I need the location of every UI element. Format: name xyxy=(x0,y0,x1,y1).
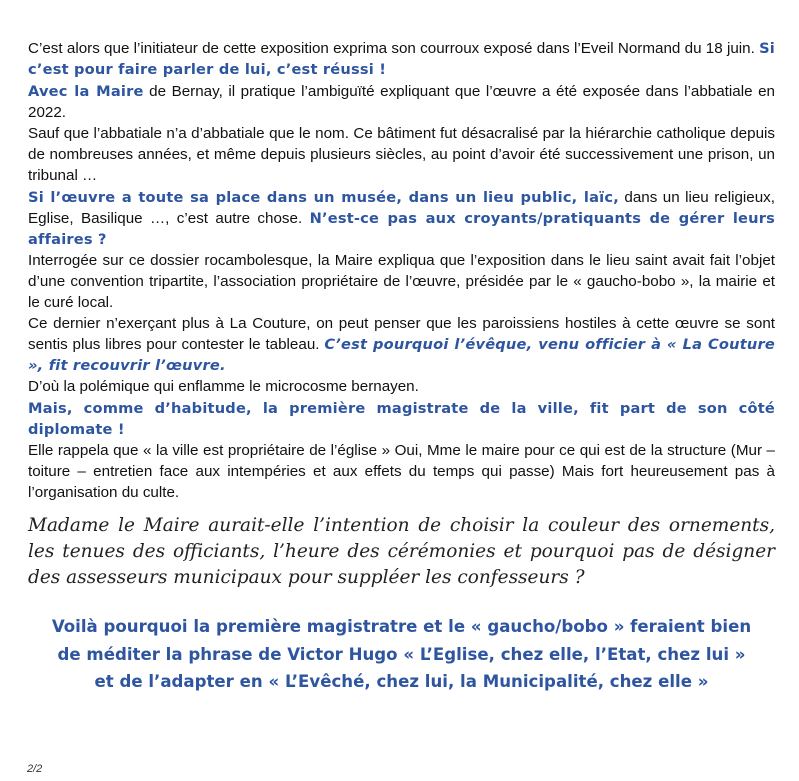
paragraph-1-text: C’est alors que l’initiateur de cette exposition exprima son courroux exposé dans l’Eveil Normand du 18 juin. xyxy=(28,40,760,57)
paragraph-8-emphasis: Mais, comme d’habitude, la première magistrate de la ville, fit part de son côté diplomate ! xyxy=(28,400,775,438)
paragraph-6-emphasis: C’est pourquoi l’évêque, venu officier à « La Couture », fit recouvrir l’œuvre. xyxy=(28,336,775,374)
page-number: 2/2 xyxy=(27,763,43,775)
closing-line-1: Voilà pourquoi la première magistratre et le « gaucho/bobo » feraient bien xyxy=(51,617,752,636)
closing-line-2: de méditer la phrase de Victor Hugo « L’Eglise, chez elle, l’Etat, chez lui » xyxy=(57,644,746,664)
paragraph-9: Elle rappela que « la ville est propriétaire de l’église » Oui, Mme le maire pour ce qui est de la structure (Mur – toiture – entretien face aux intempéries et aux effets du temps qui passe) Mais fort heureusement pas à l’organisation du culte. xyxy=(28,442,775,501)
script-paragraph: Madame le Maire aurait-elle l’intention de choisir la couleur des ornements, les tenues des officiants, l’heure des cérémonies et pourquoi pas de désigner des assesseurs municipaux pour suppléer les confesseurs ? xyxy=(28,515,775,588)
paragraph-6 xyxy=(28,313,775,376)
paragraph-4-emphasis-1: Si l’œuvre a toute sa place dans un musée, dans un lieu public, laïc, xyxy=(28,189,619,206)
document-page xyxy=(28,38,775,696)
paragraph-7: D’où la polémique qui enflamme le microcosme bernayen. xyxy=(28,378,419,395)
paragraph-5: Interrogée sur ce dossier rocambolesque, la Maire expliqua que l’exposition dans le lieu saint avait fait l’objet d’une convention tripartite, l’association propriétaire de l’œuvre, présidée par le « gaucho-bobo », la mairie et le curé local. xyxy=(28,252,775,311)
paragraph-4-text: dans un lieu religieux, Eglise, Basilique …, c’est autre chose. xyxy=(28,189,775,227)
closing-line-3: et de l’adapter en « L’Evêché, chez lui, la Municipalité, chez elle » xyxy=(94,672,709,691)
paragraph-1 xyxy=(28,38,775,80)
paragraph-4-emphasis-2: N’est-ce pas aux croyants/pratiquants de gérer leurs affaires ? xyxy=(28,210,775,248)
paragraph-6-text: Ce dernier n’exerçant plus à La Couture, on peut penser que les paroissiens hostiles à cette œuvre se sont sentis plus libres pour contester le tableau. xyxy=(28,315,775,353)
closing-statement xyxy=(28,613,775,696)
paragraph-2 xyxy=(28,81,775,123)
paragraph-1-emphasis: Si c’est pour faire parler de lui, c’est réussi ! xyxy=(28,40,775,78)
paragraph-4 xyxy=(28,187,775,250)
paragraph-3: Sauf que l’abbatiale n’a d’abbatiale que le nom. Ce bâtiment fut désacralisé par la hiérarchie catholique depuis de nombreuses années, et même depuis plusieurs siècles, au point d’avoir été successivement une prison, un tribunal … xyxy=(28,125,775,184)
paragraph-2-emphasis: Avec la Maire xyxy=(28,83,144,100)
paragraph-2-text: de Bernay, il pratique l’ambiguïté expliquant que l’œuvre a été exposée dans l’abbatiale en 2022. xyxy=(28,83,775,121)
